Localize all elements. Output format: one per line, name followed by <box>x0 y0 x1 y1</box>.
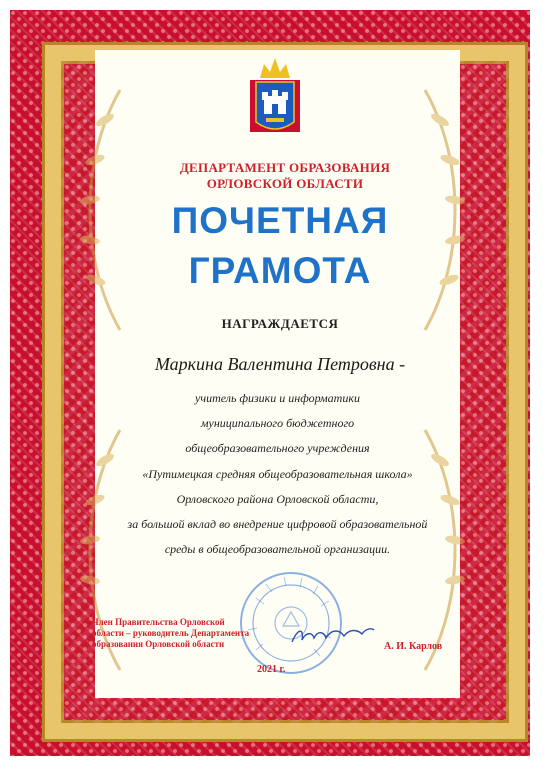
body-line: муниципального бюджетного <box>200 416 355 430</box>
title-line1: ПОЧЕТНАЯ <box>171 200 389 241</box>
body-line: общеобразовательного учреждения <box>185 441 370 455</box>
signatory-position-line2: области – руководитель Департамента <box>92 628 250 638</box>
department-name-line1: ДЕПАРТАМЕНТ ОБРАЗОВАНИЯ <box>179 160 391 175</box>
title-line2: ГРАМОТА <box>188 250 372 291</box>
signatory-position <box>92 617 264 650</box>
department-name-line2: ОРЛОВСКОЙ ОБЛАСТИ <box>206 176 364 191</box>
orel-oblast-coat-of-arms-icon <box>246 52 304 140</box>
body-line: за большой вклад во внедрение цифровой образовательной <box>127 517 428 531</box>
body-line: Орловского района Орловской области, <box>176 492 379 506</box>
recipient-name: Маркина Валентина Петровна - <box>154 354 406 374</box>
signatory-position-line1: Член Правительства Орловской <box>92 617 225 627</box>
signatory-position-line3: образования Орловской области <box>92 639 225 649</box>
awarded-label: НАГРАЖДАЕТСЯ <box>221 316 339 331</box>
body-line: учитель физики и информатики <box>195 391 360 405</box>
body-line: «Путимецкая средняя общеобразовательная школа» <box>142 467 413 481</box>
signature-icon <box>288 620 378 650</box>
issue-year: 2021 г. <box>257 664 286 675</box>
body-line: среды в общеобразовательной организации. <box>164 542 391 556</box>
signatory-name: А. И. Карлов <box>384 641 443 652</box>
